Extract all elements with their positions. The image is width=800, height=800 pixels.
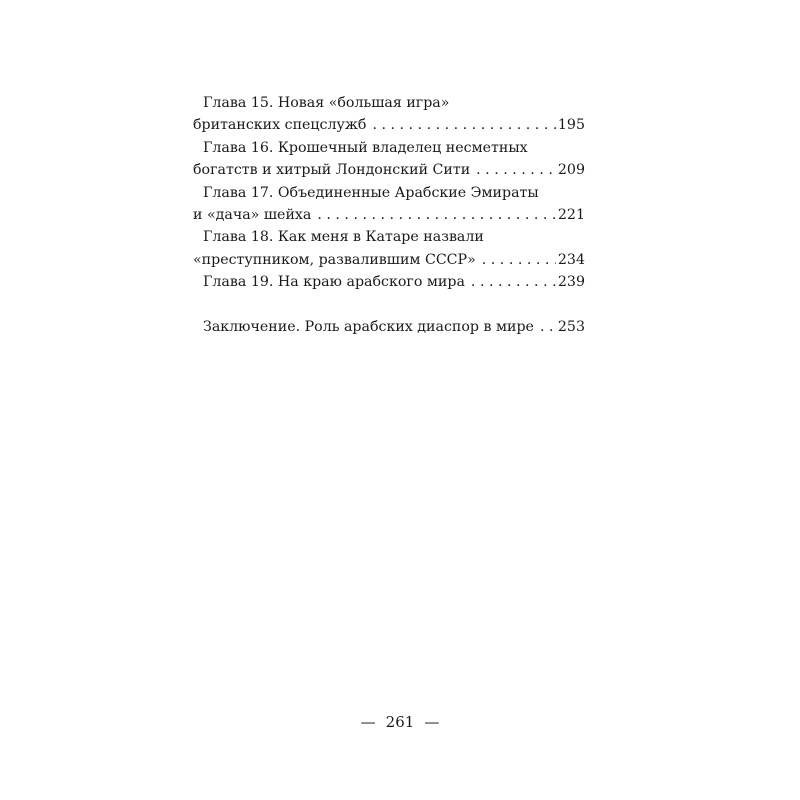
dot-leader	[476, 159, 556, 181]
toc-entry-page-number: 239	[557, 274, 585, 291]
toc-entry-chapter-19[interactable]	[193, 271, 585, 293]
toc-entry-chapter-18[interactable]	[193, 226, 585, 271]
toc-entry-chapter-15[interactable]	[193, 92, 585, 137]
toc-entry-page-number: 221	[557, 207, 585, 224]
toc-entry-title: Глава 15. Новая «большая игра»	[203, 95, 450, 111]
folio-dash-right: —	[424, 713, 440, 731]
dot-leader	[540, 316, 556, 338]
toc-entry-title: Глава 19. На краю арабского мира	[203, 274, 465, 291]
toc-entry-title-cont: богатств и хитрый Лондонский Сити	[193, 162, 471, 179]
toc-entry-page-number: 234	[557, 251, 585, 268]
dot-leader	[471, 271, 556, 293]
toc-entry-title-line	[193, 182, 585, 204]
dot-leader	[482, 249, 556, 271]
toc-entry-title: Глава 17. Объединенные Арабские Эмираты	[203, 184, 539, 201]
page-number-footer	[0, 713, 800, 731]
dot-leader	[317, 204, 556, 226]
folio-number: 261	[385, 713, 415, 731]
toc-entry-title-cont: британских спецслужб	[193, 117, 367, 134]
folio-dash-left: —	[360, 713, 376, 731]
toc-entry-page-number: 253	[557, 318, 585, 335]
toc-entry-title-line	[193, 316, 585, 338]
toc-entry-title-line	[193, 226, 585, 248]
table-of-contents	[193, 92, 585, 338]
toc-entry-title: Глава 18. Как меня в Катаре назвали	[203, 229, 484, 246]
toc-entry-continuation-line	[193, 114, 585, 136]
toc-entry-chapter-16[interactable]	[193, 137, 585, 182]
toc-entry-page-number: 209	[557, 162, 585, 179]
toc-entry-continuation-line	[193, 249, 585, 271]
toc-entry-page-number: 195	[557, 117, 585, 134]
toc-entry-conclusion[interactable]	[193, 316, 585, 338]
toc-entry-title: Заключение. Роль арабских диаспор в мире	[203, 318, 534, 335]
toc-entry-continuation-line	[193, 204, 585, 226]
dot-leader	[372, 114, 555, 136]
toc-entry-continuation-line	[193, 159, 585, 181]
toc-entry-title-line	[193, 271, 585, 293]
toc-entry-title: Глава 16. Крошечный владелец несметных	[203, 139, 528, 156]
toc-entry-title-line	[193, 92, 585, 114]
toc-entry-title-cont: «преступником, развалившим СССР»	[193, 251, 476, 268]
toc-entry-title-cont: и «дача» шейха	[193, 207, 312, 224]
toc-entry-title-line	[193, 137, 585, 159]
toc-entry-chapter-17[interactable]	[193, 182, 585, 227]
